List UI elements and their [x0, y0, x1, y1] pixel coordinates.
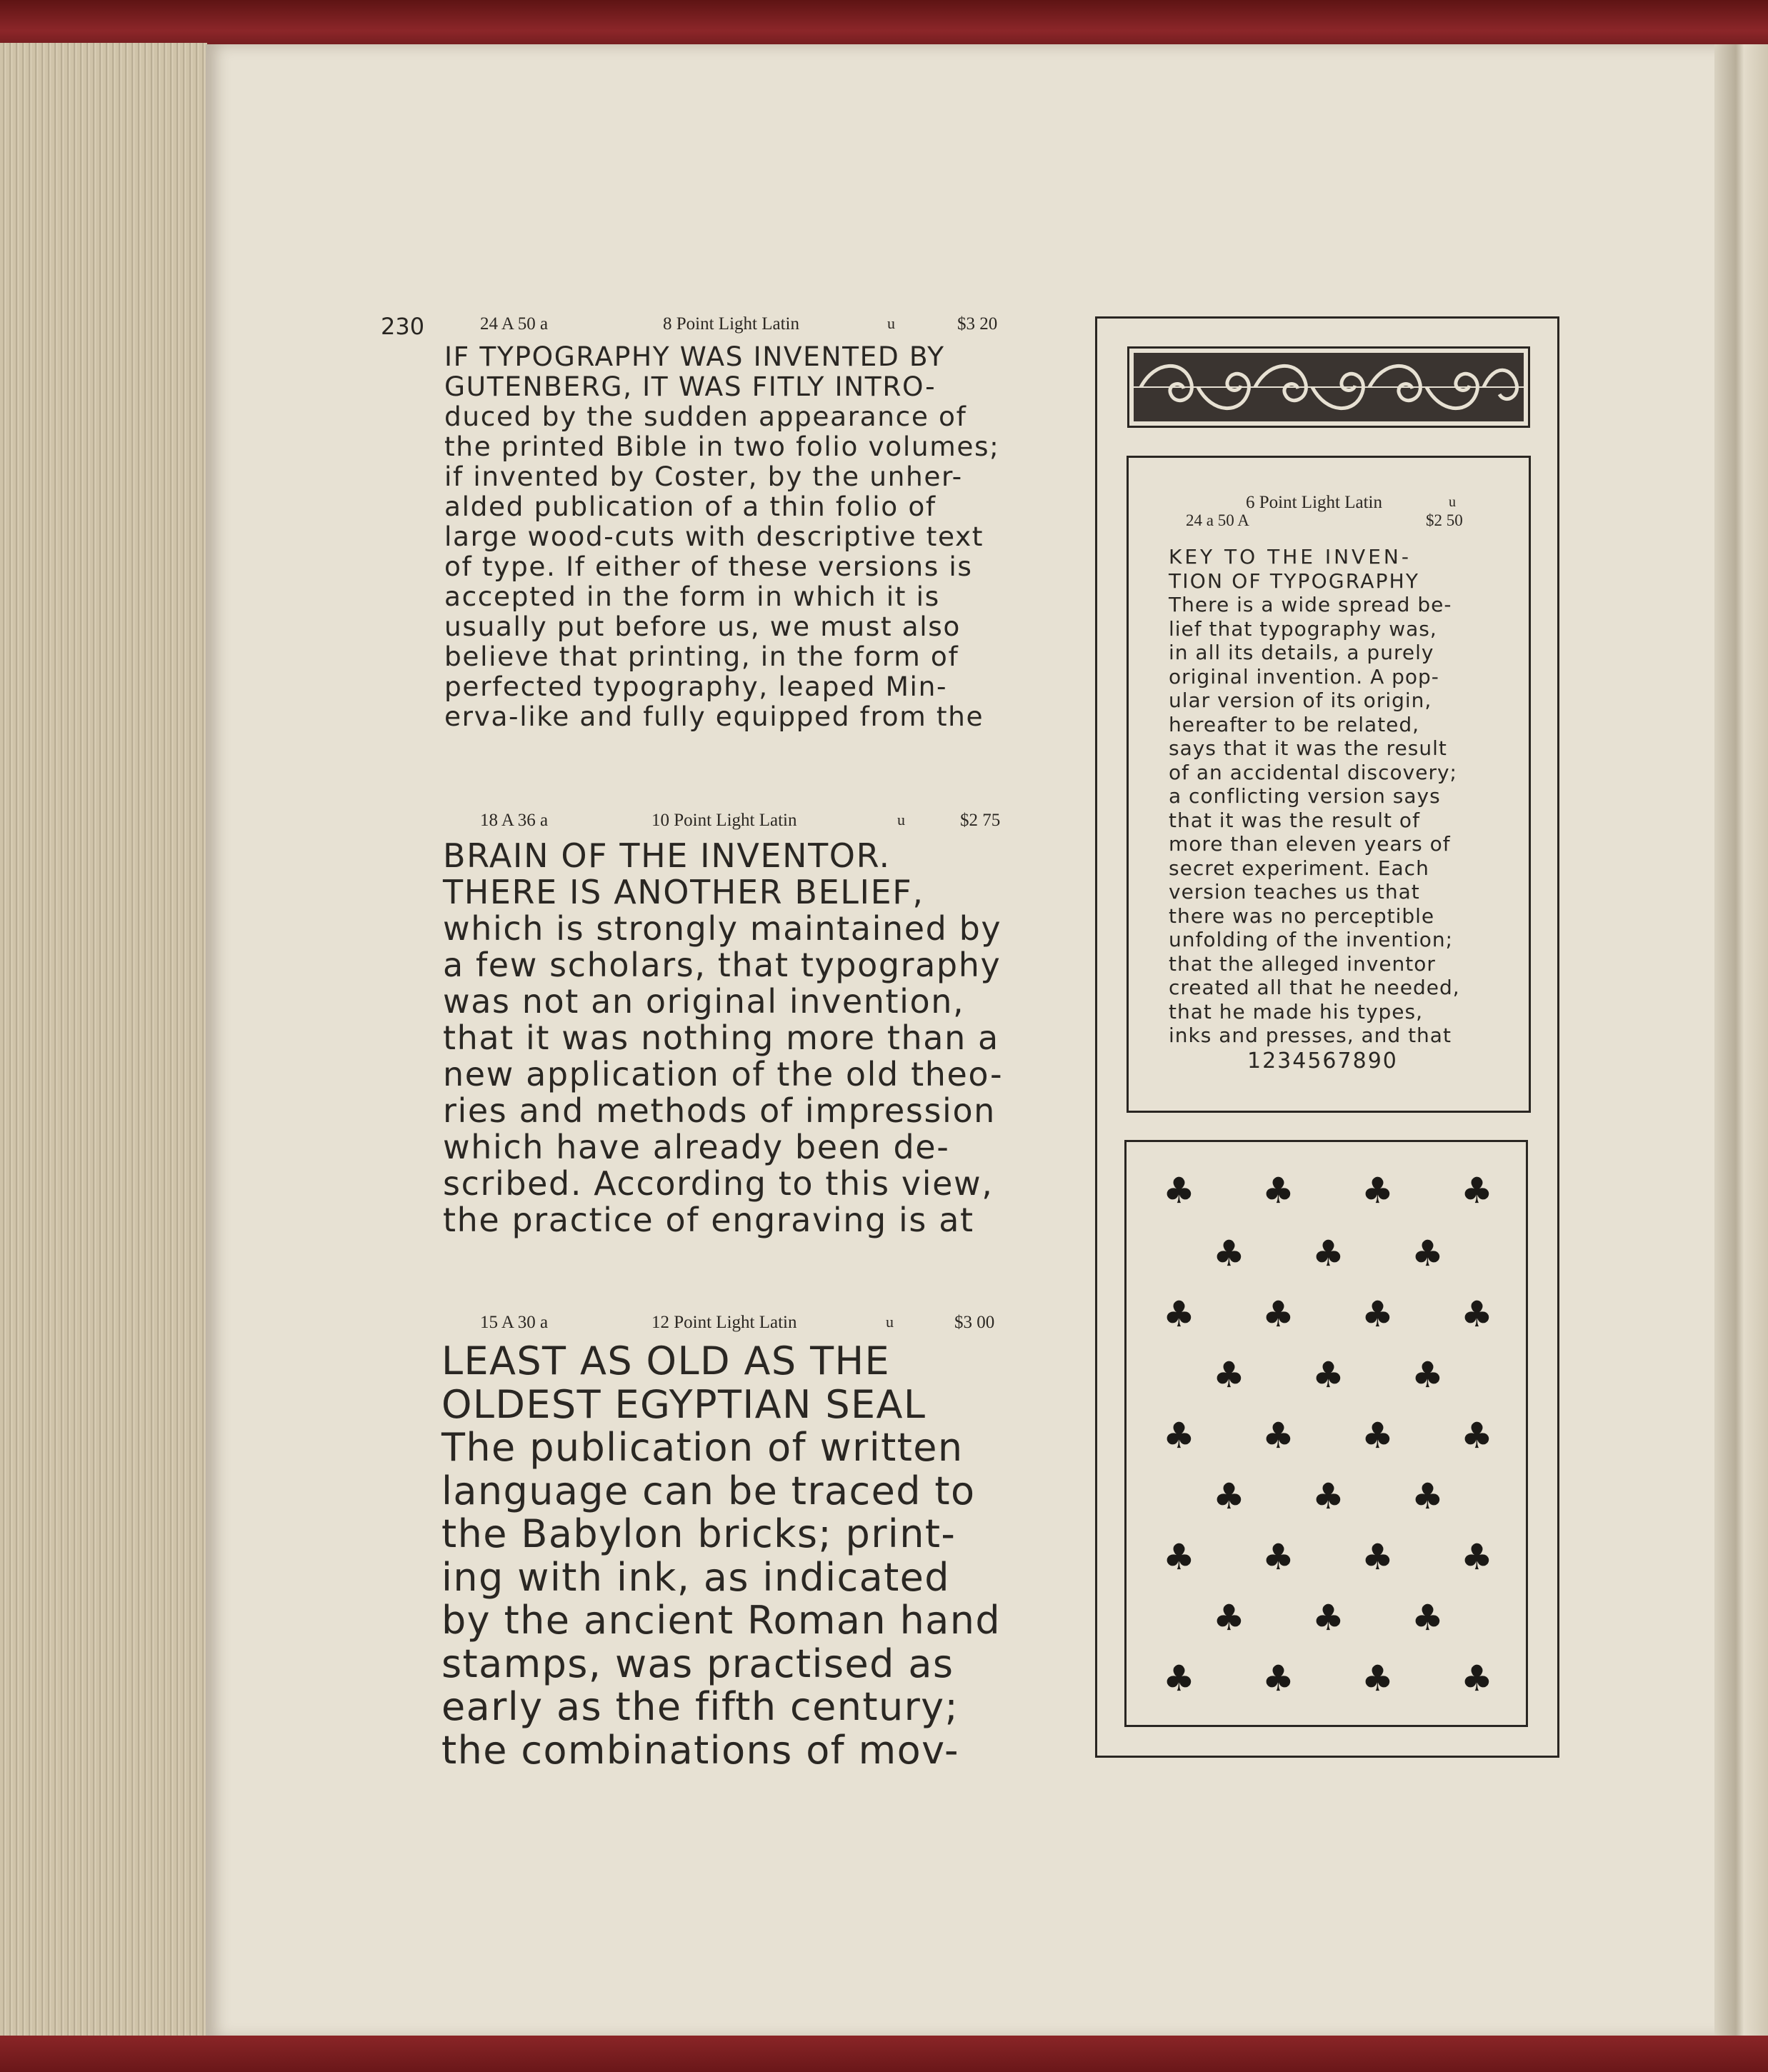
text-block-6pt [1169, 545, 1460, 1048]
text-line: early as the fifth century; [441, 1684, 959, 1729]
text-line: a few scholars, that typography [443, 946, 1002, 984]
club-icon: ♣ [1312, 1354, 1344, 1396]
text-line: that it was nothing more than a [443, 1019, 999, 1057]
club-icon: ♣ [1163, 1293, 1195, 1335]
text-line: the combinations of mov- [441, 1727, 959, 1773]
text-line: which have already been de- [443, 1128, 950, 1166]
book-binding-bottom [0, 2036, 1768, 2072]
text-block-12pt [441, 1340, 1001, 1772]
text-line: inks and presses, and that [1169, 1024, 1452, 1047]
text-line: scribed. According to this view, [443, 1164, 994, 1203]
text-line: in all its details, a purely [1169, 641, 1434, 664]
spec-quantity: 24 a 50 A [1186, 511, 1249, 529]
spec-mark: u [887, 314, 895, 332]
club-icon: ♣ [1362, 1658, 1394, 1699]
club-icon: ♣ [1362, 1170, 1394, 1211]
text-line: of type. If either of these versions is [444, 551, 973, 582]
text-line: that he made his types, [1169, 999, 1424, 1024]
spec-quantity: 18 A 36 a [480, 811, 549, 830]
spec-price: $3 00 [954, 1313, 995, 1332]
page-number: 230 [381, 313, 425, 340]
text-line: ing with ink, as indicated [441, 1554, 950, 1600]
text-line: LEAST AS OLD AS THE [441, 1338, 890, 1383]
club-icon: ♣ [1312, 1476, 1344, 1517]
spec-size: 10 Point Light Latin [651, 811, 797, 830]
text-line: version teaches us that [1169, 880, 1420, 904]
club-icon: ♣ [1362, 1415, 1394, 1456]
text-block-10pt [443, 838, 1003, 1238]
text-line: THERE IS ANOTHER BELIEF, [443, 873, 924, 911]
text-line: The publication of written [441, 1425, 964, 1470]
text-line: stamps, was practised as [441, 1641, 954, 1686]
text-line: the Babylon bricks; print- [441, 1511, 957, 1556]
text-line: perfected typography, leaped Min- [444, 671, 948, 702]
club-icon: ♣ [1163, 1536, 1195, 1578]
text-line: large wood-cuts with descriptive text [444, 521, 984, 552]
club-icon: ♣ [1262, 1415, 1294, 1456]
text-line: ries and methods of impression [443, 1091, 996, 1130]
club-icon: ♣ [1412, 1354, 1444, 1396]
text-line: that the alleged inventor [1169, 951, 1436, 976]
club-icon: ♣ [1461, 1536, 1493, 1578]
text-line: was not an original invention, [443, 982, 965, 1021]
text-line: GUTENBERG, IT WAS FITLY INTRO- [444, 371, 937, 402]
numerals-line: 1234567890 [1247, 1048, 1398, 1073]
text-line: of an accidental discovery; [1169, 760, 1457, 784]
club-icon: ♣ [1262, 1536, 1294, 1578]
spec-quantity: 15 A 30 a [480, 1313, 549, 1332]
spec-mark: u [886, 1313, 894, 1331]
text-line: more than eleven years of [1169, 832, 1451, 856]
club-icon: ♣ [1362, 1293, 1394, 1335]
text-line: unfolding of the invention; [1169, 928, 1454, 951]
club-icon: ♣ [1461, 1658, 1493, 1699]
spec-mark: u [1449, 494, 1456, 510]
club-icon: ♣ [1163, 1415, 1195, 1456]
text-line: hereafter to be related, [1169, 712, 1420, 736]
text-line: secret experiment. Each [1169, 856, 1429, 880]
text-line: ular version of its origin, [1169, 689, 1432, 712]
text-line: erva-like and fully equipped from the [444, 701, 984, 732]
spec-price: $2 50 [1426, 511, 1463, 529]
text-line: if invented by Coster, by the unher- [444, 461, 963, 492]
club-icon: ♣ [1213, 1476, 1245, 1517]
text-line: language can be traced to [441, 1468, 976, 1513]
club-icon: ♣ [1213, 1597, 1245, 1638]
spec-size: 6 Point Light Latin [1246, 493, 1382, 512]
spec-price: $3 20 [957, 314, 998, 334]
text-line: IF TYPOGRAPHY WAS INVENTED BY [444, 341, 945, 372]
text-line: new application of the old theo- [443, 1055, 1004, 1093]
text-line: accepted in the form in which it is [444, 581, 940, 612]
club-icon: ♣ [1461, 1415, 1493, 1456]
text-line: there was no perceptible [1169, 904, 1435, 928]
club-icon: ♣ [1213, 1233, 1245, 1274]
club-icon: ♣ [1163, 1658, 1195, 1699]
text-block-8pt [444, 341, 999, 731]
club-icon: ♣ [1461, 1170, 1493, 1211]
club-icon: ♣ [1412, 1233, 1444, 1274]
club-icon: ♣ [1312, 1233, 1344, 1274]
text-line: that it was the result of [1169, 808, 1420, 832]
page-edges [0, 43, 207, 2043]
page-gutter [1714, 44, 1768, 2038]
text-line: OLDEST EGYPTIAN SEAL [441, 1381, 927, 1427]
club-icon: ♣ [1312, 1597, 1344, 1638]
text-line: original invention. A pop- [1169, 664, 1439, 689]
text-line: lief that typography was, [1169, 616, 1437, 641]
text-line: created all that he needed, [1169, 976, 1460, 999]
text-line: alded publication of a thin folio of [444, 491, 937, 522]
text-line: believe that printing, in the form of [444, 641, 959, 672]
spec-quantity: 24 A 50 a [480, 314, 549, 334]
spec-size: 12 Point Light Latin [651, 1313, 797, 1332]
club-icon: ♣ [1213, 1354, 1245, 1396]
text-line: which is strongly maintained by [443, 909, 1002, 948]
text-line: usually put before us, we must also [444, 611, 961, 642]
club-icon: ♣ [1362, 1536, 1394, 1578]
club-icon: ♣ [1412, 1476, 1444, 1517]
text-line: duced by the sudden appearance of [444, 401, 967, 432]
spec-price: $2 75 [960, 811, 1001, 830]
text-line: TION OF TYPOGRAPHY [1169, 569, 1420, 593]
text-line: the printed Bible in two folio volumes; [444, 431, 1000, 462]
club-icon: ♣ [1163, 1170, 1195, 1211]
text-line: a conflicting version says [1169, 784, 1441, 808]
club-icon: ♣ [1412, 1597, 1444, 1638]
spec-mark: u [897, 811, 905, 829]
text-line: There is a wide spread be- [1169, 593, 1452, 616]
scroll-ornament-band-icon [1127, 346, 1530, 428]
club-icon: ♣ [1461, 1293, 1493, 1335]
club-icon: ♣ [1262, 1170, 1294, 1211]
text-line: KEY TO THE INVEN- [1169, 545, 1412, 569]
club-icon: ♣ [1262, 1293, 1294, 1335]
spec-size: 8 Point Light Latin [663, 314, 799, 334]
text-line: the practice of engraving is at [443, 1201, 974, 1239]
text-line: BRAIN OF THE INVENTOR. [443, 836, 891, 875]
text-line: says that it was the result [1169, 736, 1447, 760]
club-icon: ♣ [1262, 1658, 1294, 1699]
text-line: by the ancient Roman hand [441, 1598, 1002, 1643]
